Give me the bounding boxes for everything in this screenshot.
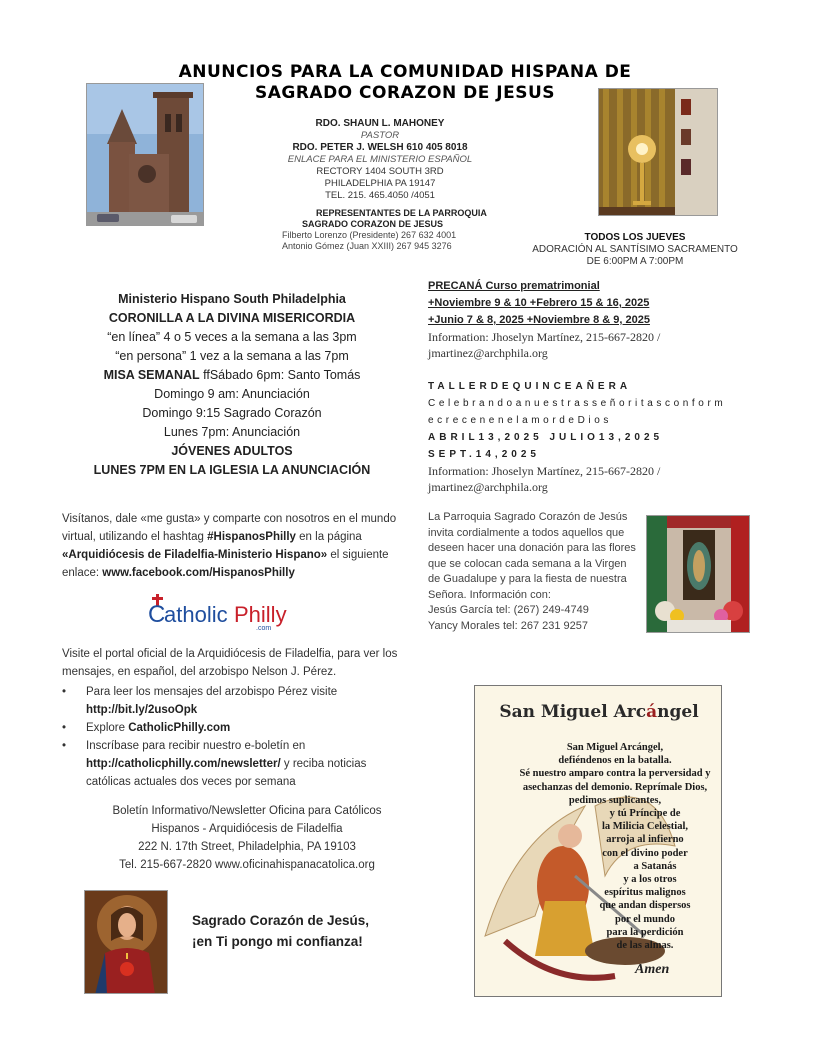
social-text-2: en la página: [295, 531, 362, 543]
flowers-block: [428, 510, 638, 634]
liaison-name: RDO. PETER J. WELSH 610 405 8018: [292, 142, 468, 153]
sacred-heart-image: [84, 890, 168, 994]
sunday-mass-1: Domingo 9 am: Anunciación: [154, 387, 310, 401]
rep-2: Antonio Gómez (Juan XXIII) 267 945 3276: [282, 241, 452, 251]
prayer-line: espíritus malignos: [604, 887, 686, 899]
quinceanera-dates-1: ABRIL13,2025 JULIO13,2025: [428, 432, 664, 443]
bullet-1-text: Para leer los mensajes del arzobispo Pérez visite: [86, 686, 338, 698]
pastor-role: PASTOR: [360, 130, 400, 141]
prayer-line: Sé nuestro amparo contra la perversidad y: [519, 768, 711, 780]
youth-detail: LUNES 7PM EN LA IGLESIA LA ANUNCIACIÓN: [93, 463, 371, 477]
title-line-2: SAGRADO CORAZON DE JESUS: [254, 83, 556, 103]
san-miguel-prayer: [515, 741, 715, 952]
title-line-1: ANUNCIOS PARA LA COMUNIDAD HISPANA DE: [178, 62, 632, 82]
list-item: [62, 683, 412, 719]
san-miguel-card: [474, 685, 722, 997]
prayer-line: por el mundo: [615, 913, 675, 925]
list-item: [62, 737, 412, 791]
precana-info: Information: Jhoselyn Martínez, 215-667-2820 / jmartinez@archphila.org: [428, 330, 661, 360]
prayer-line: pedimos suplicantes,: [568, 794, 662, 806]
adoration-photo: [598, 88, 718, 216]
reps-heading-2: SAGRADO CORAZON DE JESUS: [302, 219, 444, 229]
prayer-line: defiéndenos en la batalla.: [558, 755, 672, 767]
quinceanera-body-1: Celebrandoanuestrasseñoritasconform: [428, 398, 727, 409]
newsletter-link[interactable]: http://catholicphilly.com/newsletter/: [86, 758, 281, 770]
social-text-3: el siguiente enlace:: [62, 549, 389, 579]
catholicphilly-logo: [148, 592, 298, 632]
svg-text:Philly: Philly: [234, 602, 287, 627]
prayer-line: para la perdición: [606, 926, 684, 938]
misa-label: MISA SEMANAL: [103, 368, 200, 382]
portal-block: [62, 645, 412, 791]
monday-mass: Lunes 7pm: Anunciación: [163, 425, 301, 439]
adoration-line-1: ADORACIÓN AL SANTÍSIMO SACRAMENTO: [532, 244, 738, 255]
adoration-block: [515, 232, 755, 268]
title-part-a: San Miguel Arc: [499, 702, 647, 722]
bullet-2-text: Explore: [86, 722, 129, 734]
liaison-role: ENLACE PARA EL MINISTERIO ESPAÑOL: [287, 154, 473, 165]
svg-text:atholic: atholic: [164, 602, 228, 627]
title-part-b: á: [646, 702, 658, 722]
adoration-line-2: DE 6:00PM A 7:00PM: [586, 256, 684, 267]
address-line-1: RECTORY 1404 SOUTH 3RD: [316, 166, 444, 177]
san-miguel-title: [475, 702, 723, 722]
catholicphilly-link[interactable]: CatholicPhilly.com: [128, 722, 231, 734]
prayer-line: San Miguel Arcángel,: [566, 742, 664, 753]
coronilla-heading: CORONILLA A LA DIVINA MISERICORDIA: [108, 311, 356, 325]
bulletin-line-4: Tel. 215-667-2820 www.oficinahispanacatolica.org: [119, 859, 375, 871]
bitly-link[interactable]: http://bit.ly/2usoOpk: [86, 704, 198, 716]
prayer-line: de las almas.: [616, 940, 674, 952]
rep-1: Filberto Lorenzo (Presidente) 267 632 4001: [282, 230, 457, 240]
svg-text:C: C: [148, 601, 166, 628]
reps-heading-1: REPRESENTANTES DE LA PARROQUIA: [316, 208, 487, 218]
bullet-3-tail: y reciba noticias católicas actuales dos veces por semana: [86, 758, 367, 788]
list-item: [62, 719, 412, 737]
church-photo: [86, 83, 204, 226]
bulletin-line-2: Hispanos - Arquidiócesis de Filadelfia: [151, 823, 343, 835]
sunday-mass-2: Domingo 9:15 Sagrado Corazón: [142, 406, 322, 420]
svg-text:.com: .com: [256, 625, 272, 632]
prayer-line: arroja al infierno: [606, 834, 684, 846]
clergy-block: [250, 118, 510, 202]
ministry-block: [62, 290, 402, 480]
address-line-2: PHILADELPHIA PA 19147: [324, 178, 436, 189]
amen-text: Amen: [635, 962, 670, 977]
precana-dates-1: +Noviembre 9 & 10 +Febrero 15 & 16, 2025: [428, 297, 650, 309]
prayer-line: que andan dispersos: [599, 900, 691, 912]
bulletin-line-1: Boletín Informativo/Newsletter Oficina para Católicos: [112, 805, 382, 817]
quinceanera-heading: TALLERDEQUINCEAÑERA: [428, 381, 632, 392]
sacred-heart-caption: [192, 910, 412, 952]
title-part-c: ngel: [657, 702, 699, 722]
portal-list: [62, 683, 412, 791]
youth-heading: JÓVENES ADULTOS: [171, 444, 293, 458]
page-title: [150, 62, 660, 104]
portal-intro: Visite el portal oficial de la Arquidiócesis de Filadelfia, para ver los mensajes, en español, del arzobispo Nelson J. Pérez.: [62, 648, 398, 678]
quinceanera-body-2: ecrecenenelamordeDios: [428, 415, 612, 426]
rectory-phone: TEL. 215. 465.4050 /4051: [325, 190, 435, 201]
prayer-line: y a los otros: [623, 874, 677, 886]
representatives-block: [282, 208, 522, 252]
guadalupe-altar-photo: [646, 515, 750, 633]
flowers-text: La Parroquia Sagrado Corazón de Jesús invita cordialmente a todos aquellos que deseen hacer una donación para las flores que se colocan cada semana a la Virgen de Guadalupe y para la fiesta de nuestra Señora. Información con:: [428, 511, 636, 601]
precana-dates-2: +Junio 7 & 8, 2025 +Noviembre 8 & 9, 2025: [428, 314, 650, 326]
prayer-line: y tú Príncipe de: [609, 808, 681, 820]
precana-heading: PRECANÁ Curso prematrimonial: [428, 280, 600, 292]
quinceanera-block: [428, 378, 758, 495]
flowers-contact-1: Jesús García tel: (267) 249-4749: [428, 604, 589, 616]
prayer-line: con el divino poder: [602, 847, 688, 859]
facebook-page-name: «Arquidiócesis de Filadelfia-Ministerio Hispano»: [62, 549, 328, 561]
misa-semanal-line: [62, 366, 402, 385]
quinceanera-info: Information: Jhoselyn Martínez, 215-667-2820 / jmartinez@archphila.org: [428, 464, 661, 494]
coronilla-in-person: “en persona” 1 vez a la semana a las 7pm: [115, 349, 349, 363]
prayer-line: la Milicia Celestial,: [601, 821, 689, 833]
flowers-contact-2: Yancy Morales tel: 267 231 9257: [428, 619, 589, 632]
sacred-heart-line-2: ¡en Ti pongo mi confianza!: [192, 934, 363, 949]
sacred-heart-line-1: Sagrado Corazón de Jesús,: [192, 913, 370, 928]
ministry-heading: Ministerio Hispano South Philadelphia: [118, 292, 346, 306]
hashtag: #HispanosPhilly: [207, 531, 296, 543]
prayer-line: asechanzas del demonio. Reprímale Dios,: [522, 781, 708, 793]
social-text-1: Visítanos, dale «me gusta» y comparte con nosotros en el mundo virtual, utilizando el hashtag: [62, 513, 397, 543]
pastor-name: RDO. SHAUN L. MAHONEY: [315, 118, 445, 129]
facebook-link[interactable]: www.facebook.com/HispanosPhilly: [102, 567, 295, 579]
prayer-line: a Satanás: [633, 860, 677, 872]
coronilla-online: “en línea” 4 o 5 veces a la semana a las 3pm: [107, 330, 357, 344]
social-block: [62, 510, 402, 582]
bulletin-block: [62, 802, 432, 874]
misa-detail: ffSábado 6pm: Santo Tomás: [199, 368, 361, 382]
adoration-heading: TODOS LOS JUEVES: [584, 232, 686, 243]
bullet-3-text: Inscríbase para recibir nuestro e-boletín en: [86, 740, 306, 752]
quinceanera-dates-2: SEPT.14,2025: [428, 449, 540, 460]
precana-block: [428, 278, 728, 361]
bulletin-line-3: 222 N. 17th Street, Philadelphia, PA 19103: [138, 841, 356, 853]
